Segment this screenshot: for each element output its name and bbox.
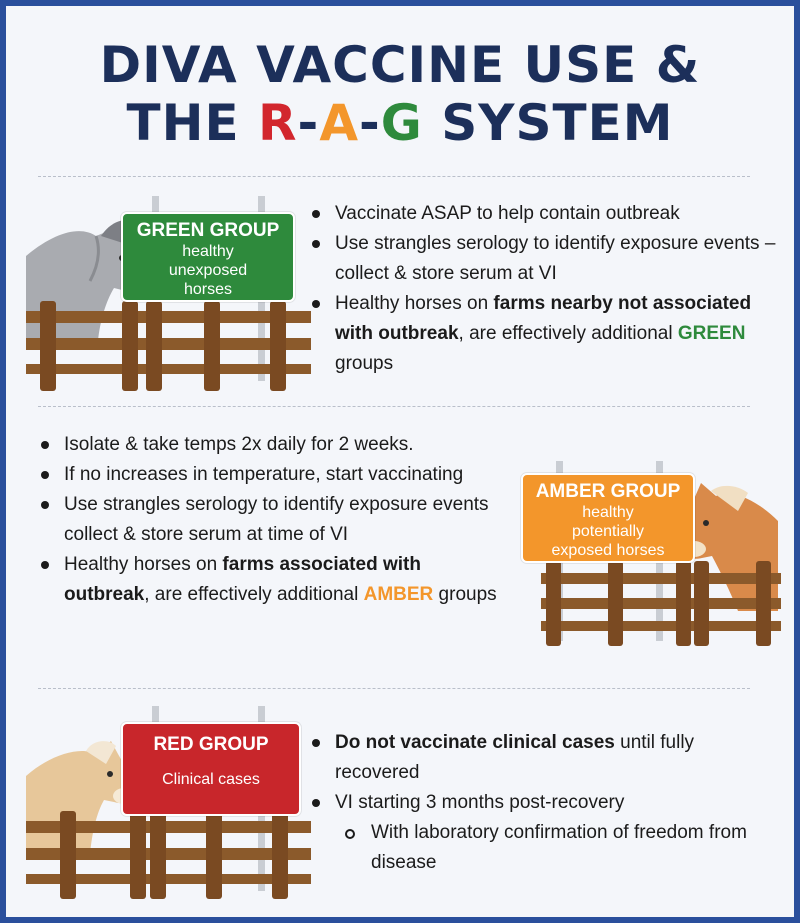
list-item-text: VI starting 3 months post-recovery (335, 792, 625, 813)
list-item-text: groups (433, 584, 497, 605)
green-sign-line: healthy (182, 243, 234, 260)
amber-sign-line: exposed horses (551, 542, 665, 559)
list-item-text: until fully recovered (335, 732, 695, 783)
green-group-scene (26, 196, 316, 396)
green-group-sign (121, 212, 295, 302)
red-sign-line: Clinical cases (162, 771, 260, 788)
infographic-frame (6, 6, 794, 917)
list-item-text: Healthy horses on (335, 293, 494, 314)
red-group-list (309, 728, 779, 878)
list-item (38, 490, 508, 550)
list-item (309, 229, 779, 289)
amber-group-list (38, 430, 508, 610)
green-group-list (309, 199, 779, 379)
list-item-text: Use strangles serology to identify exposure events – collect & store serum at VI (335, 233, 776, 284)
green-keyword: GREEN (677, 323, 746, 344)
title-letter-r: R (258, 94, 298, 152)
green-sign-line: horses (183, 281, 233, 298)
list-item-text: , are effectively additional (144, 584, 364, 605)
amber-sign-line: potentially (571, 523, 645, 540)
divider (38, 406, 750, 407)
list-item-text: With laboratory confirmation of freedom from disease (371, 822, 747, 873)
list-item (38, 460, 508, 490)
title-line-2 (6, 94, 794, 152)
red-sign-title: RED GROUP (153, 734, 269, 755)
list-item-text: Healthy horses on (64, 554, 223, 575)
list-item (309, 728, 779, 788)
list-item-text: If no increases in temperature, start vaccinating (64, 464, 464, 485)
green-sign-title: GREEN GROUP (136, 220, 280, 241)
list-item-text: Isolate & take temps 2x daily for 2 weeks. (64, 434, 414, 455)
amber-sign-line: healthy (582, 504, 634, 521)
title-prefix: THE (126, 94, 259, 152)
title-suffix: SYSTEM (422, 94, 674, 152)
list-item-text: groups (335, 353, 394, 374)
title-dash: - (297, 94, 320, 152)
title-dash: - (359, 94, 381, 152)
divider (38, 176, 750, 177)
amber-group-sign (521, 473, 695, 563)
emphasis-text: Do not vaccinate clinical cases (335, 732, 615, 753)
list-item (38, 430, 508, 460)
title-letter-a: A (319, 94, 360, 152)
red-group-scene (26, 706, 316, 901)
list-item (309, 289, 779, 379)
list-item-text: Use strangles serology to identify exposure events collect & store serum at time of VI (64, 494, 489, 545)
list-item-text: Vaccinate ASAP to help contain outbreak (335, 203, 680, 224)
amber-sign-title: AMBER GROUP (535, 481, 681, 502)
sub-list-item (309, 818, 779, 878)
list-item (309, 199, 779, 229)
title-letter-g: G (380, 94, 423, 152)
red-group-sign (121, 722, 301, 816)
amber-group-scene (516, 461, 786, 651)
list-item-text: , are effectively additional (458, 323, 678, 344)
amber-keyword: AMBER (363, 584, 434, 605)
divider (38, 688, 750, 689)
title-line-1: DIVA VACCINE USE & (99, 36, 701, 94)
emphasis-text: farms nearby not associated with outbreak (335, 293, 752, 344)
list-item (38, 550, 508, 610)
page-title (6, 36, 794, 152)
list-item (309, 788, 779, 818)
green-sign-line: unexposed (168, 262, 248, 279)
emphasis-text: farms associated with outbreak (64, 554, 421, 605)
